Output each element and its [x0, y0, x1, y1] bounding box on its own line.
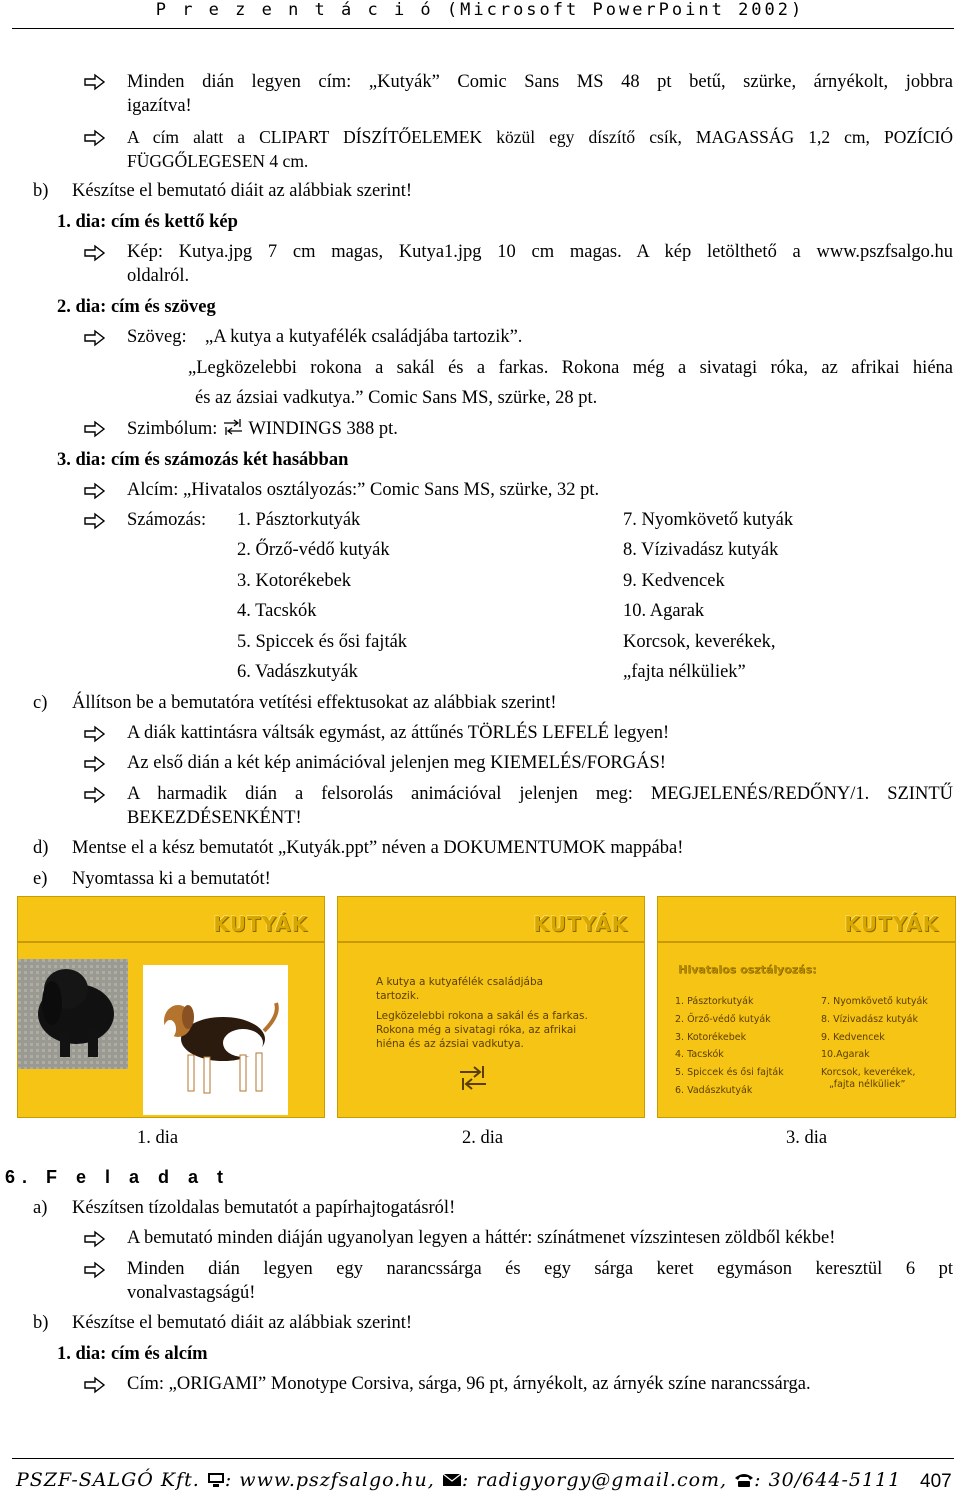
numbering-col1-item: 6. Vadászkutyák — [237, 662, 358, 682]
dia3-numbering-label: Számozás: — [127, 510, 207, 530]
phone-icon — [734, 1471, 754, 1493]
right-arrow-icon — [84, 482, 106, 500]
numbering-col2-item: 7. Nyomkövető kutyák — [623, 510, 794, 530]
slide-title: KUTYÁK — [213, 912, 308, 936]
slide3-col2-item: 7. Nyomkövető kutyák — [821, 996, 928, 1007]
effect-1: A diák kattintásra váltsák egymást, az áttűnés TÖRLÉS LEFELÉ legyen! — [127, 723, 670, 743]
slide-caption: 3. dia — [786, 1128, 828, 1148]
item-d-marker: d) — [33, 838, 49, 858]
slide3-col2-item: Korcsok, keverékek, — [821, 1067, 916, 1078]
task6-b-text: Készítse el bemutató diáit az alábbiak szerint! — [72, 1313, 413, 1333]
right-arrow-icon — [84, 755, 106, 773]
right-arrow-icon — [84, 1261, 106, 1279]
dia2-symbol-label: Szimbólum: — [127, 419, 218, 439]
dia2-symbol-font: WINDINGS 388 pt. — [244, 419, 398, 439]
numbering-col1-item: 5. Spiccek és ősi fajták — [237, 632, 408, 652]
slide-decor-strip — [18, 941, 324, 943]
numbering-col2-item: 8. Vízivadász kutyák — [623, 540, 779, 560]
slide3-col2-item: 10.Agarak — [821, 1049, 870, 1060]
effect-2: Az első dián a két kép animációval jelenjen meg KIEMELÉS/FORGÁS! — [127, 753, 666, 773]
bullet-clipart-line2: FÜGGŐLEGESEN 4 cm. — [127, 151, 309, 171]
slide-thumbnail-1 — [17, 896, 325, 1118]
task6-title: 6. F e l a d a t — [5, 1167, 231, 1187]
item-d-text: Mentse el a kész bemutatót „Kutyák.ppt” néven a DOKUMENTUMOK mappába! — [72, 838, 684, 858]
slide3-col2-item: 9. Kedvencek — [821, 1032, 885, 1043]
dia2-text1: „A kutya a kutyafélék családjába tartozik”. — [205, 327, 523, 347]
footer-contact — [16, 1469, 901, 1493]
task6-a-bullet2-line1: Minden dián legyen egy narancssárga és egy sárga keret egymáson keresztül 6 pt — [127, 1259, 953, 1279]
slide-title: KUTYÁK — [533, 912, 628, 936]
task6-a-bullet1: A bemutató minden diáján ugyanolyan legyen a háttér: színátmenet vízszintesen zöldből kékbe! — [127, 1228, 836, 1248]
slide3-col2-item: 8. Vízivadász kutyák — [821, 1014, 918, 1025]
footer-phone: : 30/644-5111 — [754, 1469, 902, 1491]
dia1-line2: oldalról. — [127, 266, 190, 286]
tab-arrows-icon — [222, 418, 244, 443]
envelope-icon — [442, 1471, 462, 1493]
right-arrow-icon — [84, 73, 106, 91]
slide2-text-line: A kutya a kutyafélék családjába — [376, 976, 544, 988]
dia2-heading: 2. dia: cím és szöveg — [57, 297, 216, 317]
dog-photos-image — [18, 959, 324, 1117]
right-arrow-icon — [84, 329, 106, 347]
slide-decor-strip — [338, 941, 644, 943]
effect-3-line1: A harmadik dián a felsorolás animációval jelenjen meg: MEGJELENÉS/REDŐNY/1. SZINTŰ — [127, 784, 953, 804]
right-arrow-icon — [84, 129, 106, 147]
slide-decor-strip — [658, 941, 955, 943]
numbering-col2-item: Korcsok, keverékek, — [623, 632, 776, 652]
item-b-text: Készítse el bemutató diáit az alábbiak szerint! — [72, 181, 413, 201]
item-b-marker: b) — [33, 181, 49, 201]
dia1-heading: 1. dia: cím és kettő kép — [57, 212, 238, 232]
slide-thumbnail-2 — [337, 896, 645, 1118]
right-arrow-icon — [84, 725, 106, 743]
item-e-text: Nyomtassa ki a bemutatót! — [72, 869, 271, 889]
numbering-col2-item: 9. Kedvencek — [623, 571, 725, 591]
task6-dia1-text: Cím: „ORIGAMI” Monotype Corsiva, sárga, 96 pt, árnyékolt, az árnyék színe narancssárga. — [127, 1374, 811, 1394]
effect-3-line2: BEKEZDÉSENKÉNT! — [127, 808, 302, 828]
right-arrow-icon — [84, 420, 106, 438]
footer-rule — [12, 1458, 954, 1459]
dia3-subtitle: Alcím: „Hivatalos osztályozás:” Comic Sans MS, szürke, 32 pt. — [127, 480, 600, 500]
slide2-text-line: Legközelebbi rokona a sakál és a farkas. — [376, 1010, 588, 1022]
item-c-text: Állítson be a bemutatóra vetítési effektusokat az alábbiak szerint! — [72, 693, 557, 713]
document-header-title: P r e z e n t á c i ó (Microsoft PowerPoint 2002) — [155, 0, 805, 20]
slide-caption: 2. dia — [462, 1128, 504, 1148]
numbering-col1-item: 2. Őrző-védő kutyák — [237, 540, 390, 560]
slide3-subtitle: Hivatalos osztályozás: — [678, 963, 817, 976]
bullet-title-line2: igazítva! — [127, 96, 192, 116]
dia2-text2: „Legközelebbi rokona a sakál és a farkas. Rokona még a sivatagi róka, az afrikai hiéna — [188, 358, 953, 378]
dia3-heading: 3. dia: cím és számozás két hasábban — [57, 450, 349, 470]
task6-a-text: Készítsen tízoldalas bemutatót a papírhajtogatásról! — [72, 1198, 456, 1218]
numbering-col2-item: 10. Agarak — [623, 601, 705, 621]
tab-arrows-icon — [458, 1065, 488, 1091]
task6-a-bullet2-line2: vonalvastagságú! — [127, 1283, 256, 1303]
item-c-marker: c) — [33, 693, 48, 713]
bullet-clipart-line1: A cím alatt a CLIPART DÍSZÍTŐELEMEK közül egy díszítő csík, MAGASSÁG 1,2 cm, POZÍCIÓ — [127, 127, 953, 147]
task6-dia1-heading: 1. dia: cím és alcím — [57, 1344, 208, 1364]
slide3-col1-item: 2. Őrző-védő kutyák — [675, 1014, 771, 1025]
monitor-icon — [207, 1471, 225, 1493]
right-arrow-icon — [84, 244, 106, 262]
slide3-col1-item: 5. Spiccek és ősi fajták — [675, 1067, 784, 1078]
numbering-col1-item: 1. Pásztorkutyák — [237, 510, 361, 530]
dia2-text3: és az ázsiai vadkutya.” Comic Sans MS, szürke, 28 pt. — [195, 388, 598, 408]
slide2-text-line: tartozik. — [376, 990, 420, 1002]
numbering-col2-item: „fajta nélküliek” — [623, 662, 746, 682]
slide-thumbnail-3 — [657, 896, 956, 1118]
numbering-col1-item: 3. Kotorékebek — [237, 571, 352, 591]
footer-company: PSZF-SALGÓ Kft. — [16, 1469, 200, 1491]
slide3-col1-item: 6. Vadászkutyák — [675, 1085, 753, 1096]
dia2-label: Szöveg: — [127, 327, 187, 347]
slide-title: KUTYÁK — [844, 912, 939, 936]
footer-website: : www.pszfsalgo.hu, — [224, 1469, 435, 1491]
task6-a-marker: a) — [33, 1198, 48, 1218]
right-arrow-icon — [84, 786, 106, 804]
right-arrow-icon — [84, 1376, 106, 1394]
slide2-text-line: hiéna és az ázsiai vadkutya. — [376, 1038, 524, 1050]
task6-b-marker: b) — [33, 1313, 49, 1333]
numbering-col1-item: 4. Tacskók — [237, 601, 317, 621]
right-arrow-icon — [84, 512, 106, 530]
slide3-col1-item: 3. Kotorékebek — [675, 1032, 747, 1043]
slide3-col1-item: 1. Pásztorkutyák — [675, 996, 754, 1007]
slide2-text-line: Rokona még a sivatagi róka, az afrikai — [376, 1024, 577, 1036]
bullet-title-line1: Minden dián legyen cím: „Kutyák” Comic Sans MS 48 pt betű, szürke, árnyékolt, jobbra — [127, 72, 953, 92]
page-number: 407 — [920, 1471, 952, 1492]
slide3-col1-item: 4. Tacskók — [675, 1049, 724, 1060]
item-e-marker: e) — [33, 869, 48, 889]
slide-caption: 1. dia — [137, 1128, 179, 1148]
right-arrow-icon — [84, 1230, 106, 1248]
header-rule — [12, 28, 954, 29]
footer-email: : radigyorgy@gmail.com, — [461, 1469, 728, 1491]
slide3-col2-item: „fajta nélküliek” — [829, 1079, 906, 1090]
dia1-line1: Kép: Kutya.jpg 7 cm magas, Kutya1.jpg 10 cm magas. A kép letölthető a www.pszfsalgo.hu — [127, 242, 953, 262]
